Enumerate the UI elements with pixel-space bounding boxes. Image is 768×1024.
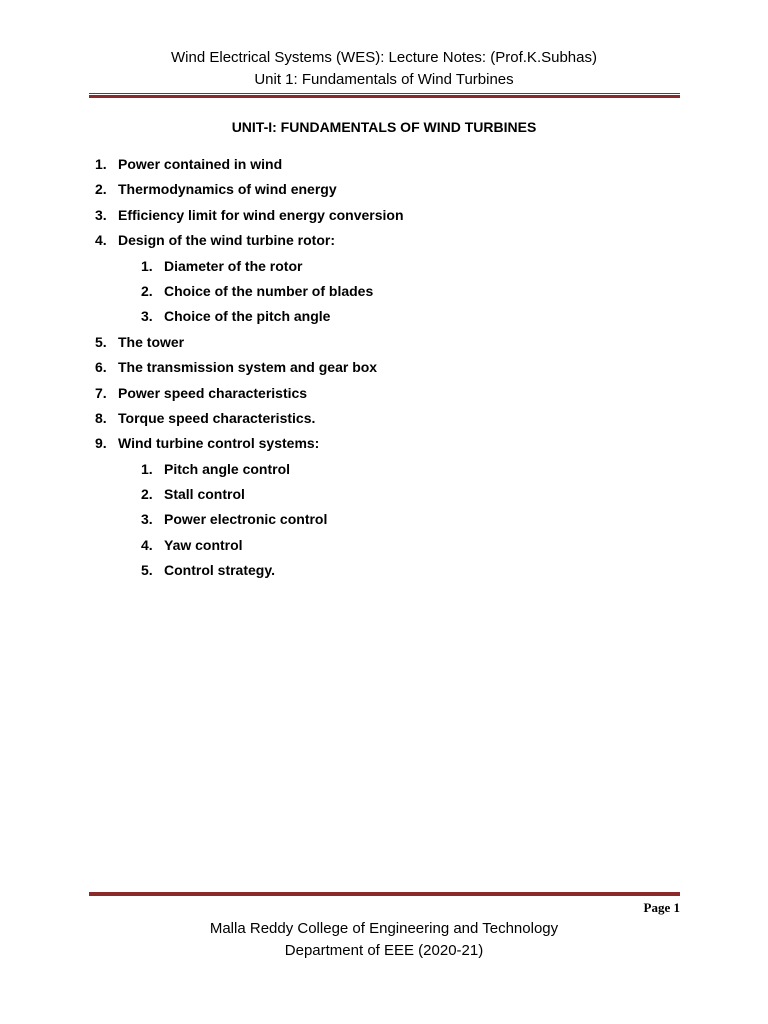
list-item: 4. Design of the wind turbine rotor: <box>95 232 335 249</box>
header-subtitle: Unit 1: Fundamentals of Wind Turbines <box>254 71 514 88</box>
sub-list-item: 1. Pitch angle control <box>141 460 291 477</box>
header-divider <box>89 93 680 98</box>
list-item: 5. The tower <box>95 333 185 350</box>
sub-list-item: 1. Diameter of the rotor <box>141 257 303 274</box>
footer-department: Department of EEE (2020-21) <box>284 942 484 959</box>
topic-list <box>95 152 404 584</box>
sub-list-item: 5. Control strategy. <box>141 562 275 579</box>
list-item: 8. Torque speed characteristics. <box>95 409 316 426</box>
page-number: Page 1 <box>643 900 680 915</box>
sub-list-item: 4. Yaw control <box>141 536 243 553</box>
sub-list-item: 2. Choice of the number of blades <box>141 282 374 299</box>
sub-list-item: 3. Choice of the pitch angle <box>141 308 331 325</box>
list-item: 1. Power contained in wind <box>95 156 283 172</box>
footer-institution: Malla Reddy College of Engineering and Technology <box>209 920 559 937</box>
unit-title: UNIT-I: FUNDAMENTALS OF WIND TURBINES <box>231 119 537 135</box>
list-item: 2. Thermodynamics of wind energy <box>95 181 337 198</box>
list-item: 9. Wind turbine control systems: <box>95 435 320 452</box>
footer-divider <box>89 891 680 896</box>
page-header <box>0 47 768 91</box>
page-footer <box>0 918 768 962</box>
header-title: Wind Electrical Systems (WES): Lecture Notes: (Prof.K.Subhas) <box>171 49 597 66</box>
list-item: 3. Efficiency limit for wind energy conversion <box>95 206 404 223</box>
list-item: 7. Power speed characteristics <box>95 384 308 401</box>
sub-list-item: 3. Power electronic control <box>141 511 328 528</box>
list-item: 6. The transmission system and gear box <box>95 359 378 376</box>
sub-list-item: 2. Stall control <box>141 486 245 503</box>
